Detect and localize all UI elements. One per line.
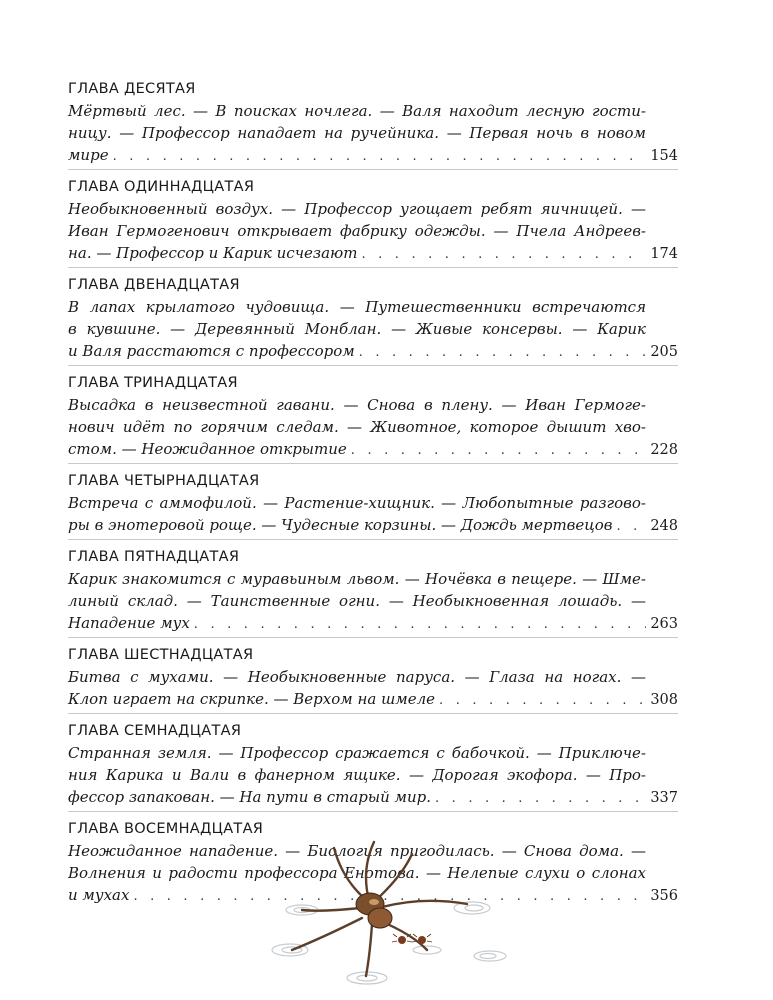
toc-chapter-11[interactable] <box>68 176 678 264</box>
dot-leader <box>617 516 647 538</box>
dot-leader <box>351 440 647 462</box>
divider <box>68 463 678 464</box>
divider <box>68 713 678 714</box>
divider <box>68 267 678 268</box>
chapter-summary-line: Неожиданное нападение. — Биология пригодилась. — Снова дома. — <box>68 842 646 860</box>
dot-leader <box>439 690 646 712</box>
divider <box>68 539 678 540</box>
chapter-title: ГЛАВА ОДИННАДЦАТАЯ <box>68 179 255 195</box>
dot-leader <box>194 614 647 636</box>
chapter-summary-end: ры в энотеровой роще. — Чудесные корзины. — Дождь мертвецов <box>68 516 613 534</box>
chapter-summary-last-line <box>68 688 678 710</box>
chapter-summary-end: мире <box>68 146 109 164</box>
spider-illustration <box>262 838 512 988</box>
chapter-summary-end: и Валя расстаются с профессором <box>68 342 355 360</box>
page-number[interactable]: 308 <box>650 692 678 708</box>
page-number[interactable]: 174 <box>650 246 678 262</box>
chapter-title: ГЛАВА ТРИНАДЦАТАЯ <box>68 375 238 391</box>
toc-chapter-14[interactable] <box>68 470 678 536</box>
toc-chapter-10[interactable] <box>68 78 678 166</box>
dot-leader <box>361 244 646 266</box>
toc-chapter-12[interactable] <box>68 274 678 362</box>
chapter-summary-line: Необыкновенный воздух. — Профессор угощает ребят яичницей. — <box>68 200 646 218</box>
chapter-title: ГЛАВА СЕМНАДЦАТАЯ <box>68 723 242 739</box>
chapter-title: ГЛАВА ДЕСЯТАЯ <box>68 81 196 97</box>
toc-chapter-16[interactable] <box>68 644 678 710</box>
chapter-summary-last-line <box>68 514 678 536</box>
chapter-summary-line: Высадка в неизвестной гавани. — Снова в плену. — Иван Гермоге- <box>68 396 646 414</box>
chapter-title: ГЛАВА ШЕСТНАДЦАТАЯ <box>68 647 254 663</box>
toc-chapter-17[interactable] <box>68 720 678 808</box>
chapter-summary-end: и мухах <box>68 886 130 904</box>
toc-chapter-13[interactable] <box>68 372 678 460</box>
chapter-summary-line: Карик знакомится с муравьиным львом. — Ночёвка в пещере. — Шме- <box>68 570 646 588</box>
chapter-title: ГЛАВА ПЯТНАДЦАТАЯ <box>68 549 240 565</box>
chapter-summary-end: на. — Профессор и Карик исчезают <box>68 244 358 262</box>
divider <box>68 365 678 366</box>
chapter-title: ГЛАВА ДВЕНАДЦАТАЯ <box>68 277 240 293</box>
chapter-summary-end: Клоп играет на скрипке. — Верхом на шмеле <box>68 690 436 708</box>
chapter-summary-last-line <box>68 242 678 264</box>
chapter-summary-end: фессор запакован. — На пути в старый мир. <box>68 788 431 806</box>
page-number[interactable]: 205 <box>650 344 678 360</box>
table-of-contents <box>68 78 678 906</box>
spider-on-water-icon <box>262 838 512 988</box>
chapter-summary-line: Встреча с аммофилой. — Растение-хищник. — Любопытные разгово- <box>68 494 646 512</box>
divider <box>68 811 678 812</box>
chapter-summary-line: Мёртвый лес. — В поисках ночлега. — Валя находит лесную гости- <box>68 102 646 120</box>
page-number[interactable]: 356 <box>650 888 678 904</box>
chapter-summary-end: Нападение мух <box>68 614 190 632</box>
divider <box>68 169 678 170</box>
toc-chapter-15[interactable] <box>68 546 678 634</box>
chapter-summary-last-line <box>68 612 678 634</box>
chapter-summary-end: стом. — Неожиданное открытие <box>68 440 347 458</box>
chapter-summary-last-line <box>68 144 678 166</box>
page-number[interactable]: 248 <box>650 518 678 534</box>
chapter-summary-last-line <box>68 438 678 460</box>
chapter-summary-line: Битва с мухами. — Необыкновенные паруса. — Глаза на ногах. — <box>68 668 646 686</box>
chapter-title: ГЛАВА ВОСЕМНАДЦАТАЯ <box>68 821 264 837</box>
chapter-summary-last-line <box>68 340 678 362</box>
chapter-summary-line: нович идёт по горячим следам. — Животное, которое дышит хво- <box>68 418 646 436</box>
page-number[interactable]: 337 <box>650 790 678 806</box>
dot-leader <box>359 342 647 364</box>
chapter-summary-line: ницу. — Профессор нападает на ручейника. — Первая ночь в новом <box>68 124 646 142</box>
divider <box>68 637 678 638</box>
page-number[interactable]: 154 <box>650 148 678 164</box>
chapter-summary-line: ния Карика и Вали в фанерном ящике. — Дорогая экофора. — Про- <box>68 766 646 784</box>
chapter-summary-line: линый склад. — Таинственные огни. — Необыкновенная лошадь. — <box>68 592 646 610</box>
dot-leader <box>113 146 647 168</box>
page-number[interactable]: 263 <box>650 616 678 632</box>
page-number[interactable]: 228 <box>650 442 678 458</box>
dot-leader <box>435 788 646 810</box>
chapter-summary-line: Иван Гермогенович открывает фабрику одежды. — Пчела Андреев- <box>68 222 646 240</box>
chapter-summary-line: В лапах крылатого чудовища. — Путешественники встречаются <box>68 298 646 316</box>
chapter-summary-line: в кувшине. — Деревянный Монблан. — Живые консервы. — Карик <box>68 320 646 338</box>
chapter-summary-line: Странная земля. — Профессор сражается с бабочкой. — Приключе- <box>68 744 646 762</box>
chapter-summary-last-line <box>68 786 678 808</box>
chapter-title: ГЛАВА ЧЕТЫРНАДЦАТАЯ <box>68 473 260 489</box>
chapter-summary-line: Волнения и радости профессора Енотова. — Нелепые слухи о слонах <box>68 864 646 882</box>
